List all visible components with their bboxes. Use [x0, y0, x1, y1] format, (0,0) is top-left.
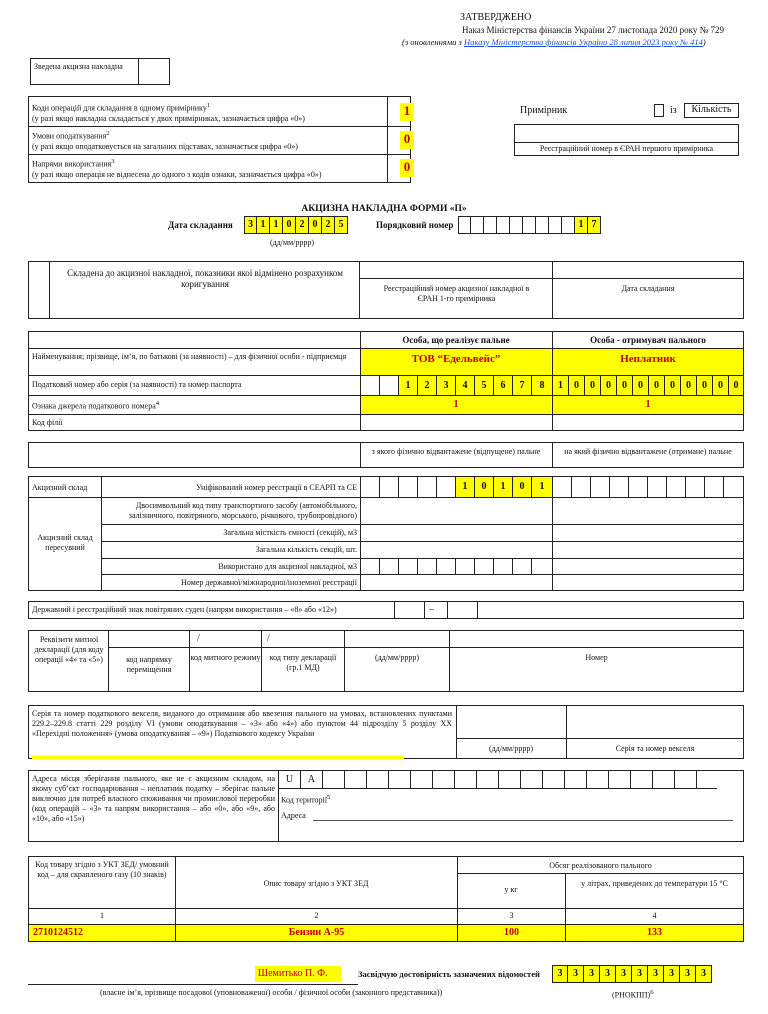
plate-label: Номер державної/міжнародної/іноземної реєстрації — [181, 578, 357, 587]
col-num-1: 1 — [100, 911, 104, 920]
seller-header: Особа, що реалізує пальне — [402, 335, 510, 345]
customs-slash-2: / — [267, 633, 270, 644]
col-num-4: 4 — [652, 911, 657, 920]
signature-caption: (власне ім’я, прізвище посадової (уповноваженої) особи / фізичної особи (законного представника)) — [100, 988, 443, 997]
bill-text: Серія та номер податкового векселя, виданого до отримання або ввезення пального на умовах, встановлених пунктами 229.2–229.8 статті 229 розділу VI (умови оподаткування – «3» або «4») або пунктом 44 підрозділу 5 розділу XX «Перехідні положення» (умова оподаткування – «9») Податкового кодексу України — [32, 709, 452, 738]
buyer-header: Особа - отримувач пального — [590, 335, 706, 345]
update-suffix: ) — [702, 37, 706, 47]
warehouse-block — [28, 476, 744, 591]
bill-date-label: (дд/мм/рррр) — [488, 744, 534, 753]
bill-block — [28, 705, 744, 759]
col-direction: код напрямку переміщення — [126, 655, 172, 674]
buyer-source[interactable]: 1 — [553, 396, 743, 414]
use-dir-value[interactable]: 0 — [400, 159, 414, 177]
warehouse-header — [28, 442, 744, 468]
reg-label: Уніфікований номер реєстрації в СЕАРП та СЕ — [196, 483, 357, 492]
transport-label: Двосимвольний код типу транспортного засобу (автомобільного, залізничного, повітряного, морського, річкового, трубопровідного) — [128, 501, 357, 520]
col-desc: Опис товару згідно з УКТ ЗЕД — [263, 879, 369, 888]
storage-block — [28, 770, 744, 842]
col-date: (дд/мм/рррр) — [374, 653, 420, 662]
update-link[interactable]: Наказу Міністерства фінансів України 28 липня 2023 року № 414 — [464, 37, 703, 47]
storage-code-boxes[interactable]: U A — [279, 771, 717, 789]
copy-count-field[interactable]: Кількість — [684, 103, 739, 118]
update-prefix: (з оновленнями з — [402, 37, 464, 47]
col-type: код типу декларації (гр.1 МД) — [269, 653, 337, 672]
tax-cond-value[interactable]: 0 — [400, 131, 414, 149]
op-code-value[interactable]: 1 — [400, 103, 414, 121]
certify-label: Засвідчую достовірність зазначених відомостей — [358, 969, 540, 979]
date-label: Дата складання — [168, 220, 233, 230]
seq-label: Порядковий номер — [376, 220, 454, 230]
date-digits[interactable]: 3 1 1 0 2 0 2 5 — [244, 216, 348, 234]
consolidated-box — [30, 58, 170, 85]
buyer-name[interactable]: Неплатник — [553, 349, 743, 375]
correction-block — [28, 261, 744, 319]
aircraft-label: Державний і реєстраційний знак повітряних суден (напрям використання – «8» або «12») — [32, 605, 337, 614]
seller-tax-digits[interactable]: 1 2 3 4 5 6 7 8 — [361, 376, 552, 395]
rnokpp-digits[interactable]: 3 3 3 3 3 3 3 3 3 3 — [552, 965, 712, 983]
received-header: на який фізично відвантажене (отримане) пальне — [564, 447, 732, 456]
copy-label: Примірник — [520, 105, 568, 116]
tax-cond-label: Умови оподаткування$^2$ (у разі якщо оподатковується на загальних підставах, зазначається цифра «0») — [32, 130, 298, 151]
correction-text: Складена до акцизної накладної, показники якої відмінено розрахунком коригування — [67, 268, 343, 289]
consolidated-label: Зведена акцизна накладна — [34, 62, 123, 71]
aircraft-dash: – — [429, 604, 434, 615]
goods-liters[interactable]: 133 — [566, 925, 743, 941]
tax-number-label: Податковий номер або серія (за наявності) та номер паспорта — [32, 380, 242, 389]
goods-code[interactable]: 2710124512 — [29, 925, 175, 941]
approved-title: ЗАТВЕРДЖЕНО — [460, 12, 532, 23]
address-label: Адреса — [281, 811, 306, 820]
aircraft-row — [28, 601, 744, 619]
shipped-header: з якого фізично відвантажене (відпущене) пальне — [371, 447, 541, 456]
col-liters: у літрах, приведених до температури 15 °С — [581, 879, 728, 888]
col-volume: Обсяг реалізованого пального — [549, 861, 652, 870]
seller-source[interactable]: 1 — [361, 396, 551, 414]
date-format: (дд/мм/рррр) — [270, 238, 315, 247]
bill-series-label: Серія та номер векселя — [615, 744, 695, 753]
excise-label: Акцизний склад — [32, 483, 88, 492]
mobile-label: Акцизний склад пересувний — [37, 533, 93, 552]
op-code-label: Коди операцій для складання в одному примірнику$^1$ (у разі якщо накладна складається у двох примірниках, зазначається цифра «0») — [32, 102, 305, 123]
goods-table — [28, 856, 744, 942]
col-regime: код митного режиму — [190, 653, 261, 662]
signer-name[interactable]: Шемитько П. Ф. — [255, 966, 341, 982]
order-link[interactable]: Наказ Міністерства фінансів України 27 листопада 2020 року № 729 — [462, 25, 724, 35]
goods-kg[interactable]: 100 — [458, 925, 565, 941]
form-title: АКЦИЗНА НАКЛАДНА ФОРМИ «П» — [301, 204, 467, 214]
storage-text: Адреса місця зберігання пального, яке не є акцизним складом, на якому суб’єкт господарювання – неплатник податку – зберігає пальне виключно для потреб власного споживання чи промислової переробки (код операцій – «3» та напрям використання – або «0», або «9», або «10», або «15») — [32, 774, 275, 823]
warehouse-reg-digits-recv[interactable] — [553, 477, 724, 497]
branch-label: Код філії — [32, 418, 63, 427]
col-kg: у кг — [504, 885, 518, 894]
update-note — [402, 37, 706, 47]
customs-block — [28, 630, 744, 692]
col-num-3: 3 — [509, 911, 514, 920]
goods-desc[interactable]: Бензин А-95 — [176, 925, 457, 941]
territory-label: Код території$^5$ — [281, 794, 331, 805]
correction-reg-label: Реєстраційний номер акцизної накладної в ЄРАН 1-го примірника — [383, 284, 530, 303]
source-label: Ознака джерела податкового номера$^4$ — [32, 400, 160, 411]
codes-block — [28, 96, 411, 183]
rnokpp-label: (РНОКПП)$^6$ — [612, 989, 654, 1000]
copy-number-field[interactable] — [654, 104, 664, 117]
capacity-label: Загальна місткість ємності (секцій), м3 — [223, 528, 357, 537]
sections-label: Загальна кількість секцій, шт. — [255, 545, 357, 554]
seller-name[interactable]: ТОВ “Едельвейс” — [361, 349, 551, 375]
reg-number-box[interactable] — [514, 124, 739, 156]
seq-digits[interactable]: 1 7 — [458, 216, 601, 234]
col-number: Номер — [585, 653, 608, 662]
customs-label: Реквізити митної декларації (для коду операції «4» та «5») — [34, 635, 104, 664]
correction-date-label: Дата складання — [621, 284, 675, 293]
warehouse-reg-digits[interactable]: 1 0 1 0 1 — [361, 477, 552, 497]
customs-slash-1: / — [197, 633, 200, 644]
reg-number-label: Реєстраційний номер в ЄРАН першого примірника — [539, 144, 714, 153]
parties-block — [28, 331, 744, 431]
name-label: Найменування; прізвище, ім’я, по батькові (за наявності) – для фізичної особи - підприємця — [32, 352, 347, 361]
copy-of: із — [670, 105, 677, 116]
use-dir-label: Напрями використання$^3$ (у разі якщо операція не віднесена до одного з кодів ознаки, зазначається цифра «0») — [32, 158, 322, 179]
col-code: Код товару згідно з УКТ ЗЕД/ умовний код – для скрапленого газу (10 знаків) — [35, 860, 169, 879]
used-label: Використано для акцизної накладної, м3 — [218, 562, 357, 571]
col-num-2: 2 — [314, 911, 319, 920]
buyer-tax-digits[interactable]: 1 0 0 0 0 0 0 0 0 0 0 0 — [553, 376, 743, 395]
